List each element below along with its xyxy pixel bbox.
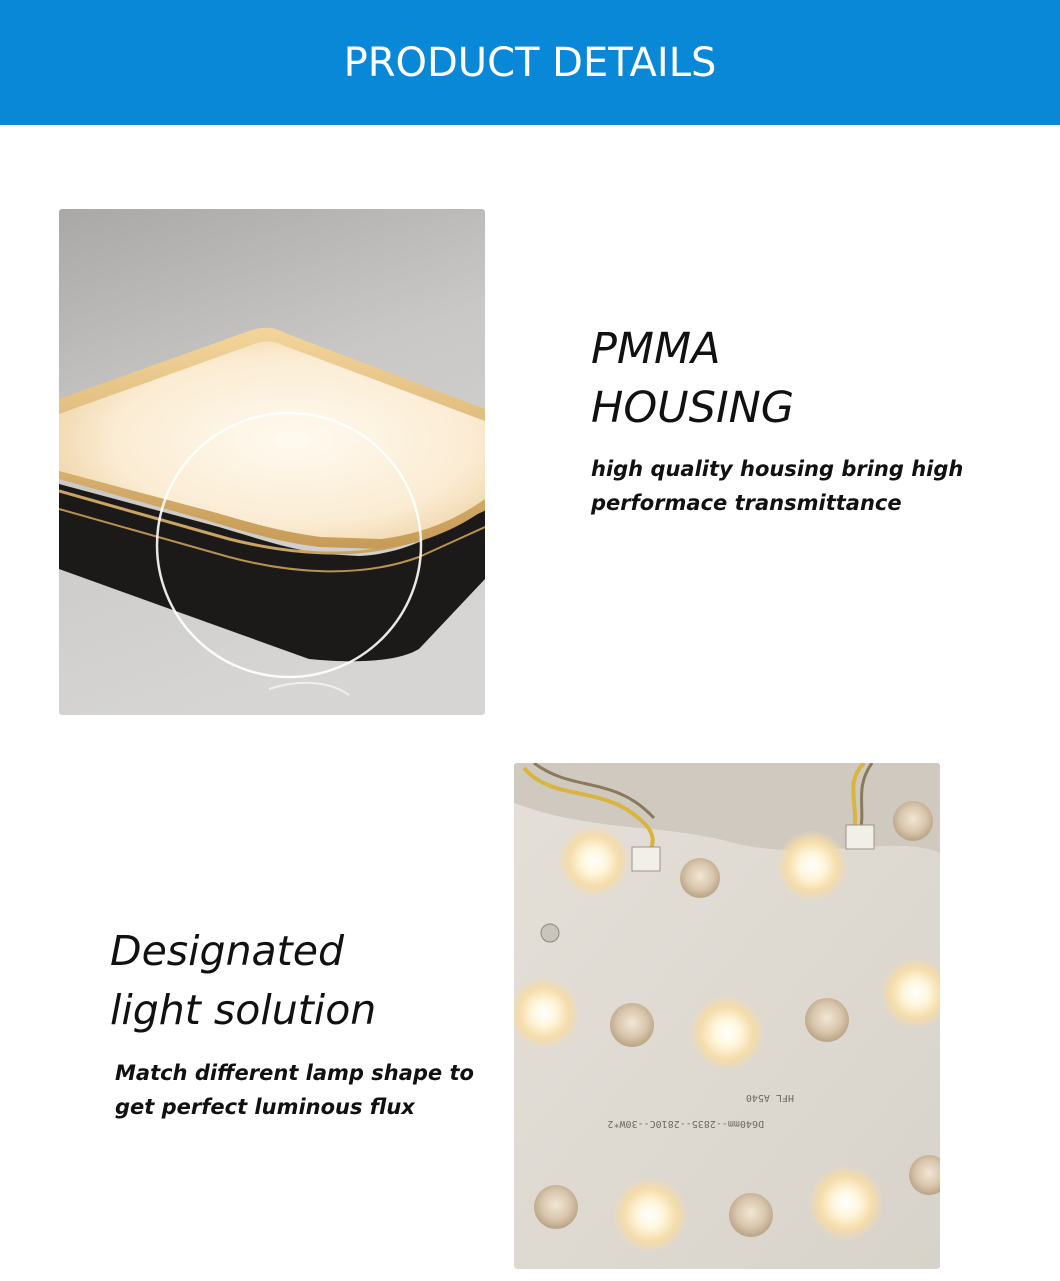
feature-description-line2: get perfect luminous flux	[115, 1095, 415, 1119]
led-board-print-1: D640mm--2835--2810C--30W*2	[607, 1118, 764, 1129]
led-board-print-2: HFL A540	[745, 1092, 794, 1103]
feature-title-line2: HOUSING	[591, 383, 795, 433]
header-banner	[0, 0, 1060, 125]
feature-description-line1: Match different lamp shape to	[115, 1061, 474, 1085]
feature-description-line1: high quality housing bring high	[591, 457, 964, 481]
feature-title	[591, 320, 1031, 438]
feature-title-line1: Designated	[110, 927, 345, 975]
feature-description-line2: performace transmittance	[591, 491, 902, 515]
led-board-photo	[514, 763, 940, 1269]
feature-pmma-housing	[591, 320, 1031, 520]
feature-description	[115, 1056, 490, 1124]
lamp-housing-photo	[59, 209, 485, 715]
feature-title-line2: light solution	[110, 986, 377, 1034]
feature-description	[591, 452, 1031, 520]
feature-title	[110, 922, 490, 1040]
feature-title-line1: PMMA	[591, 324, 721, 374]
page-title: PRODUCT DETAILS	[343, 39, 717, 86]
feature-designated-light	[110, 922, 490, 1124]
